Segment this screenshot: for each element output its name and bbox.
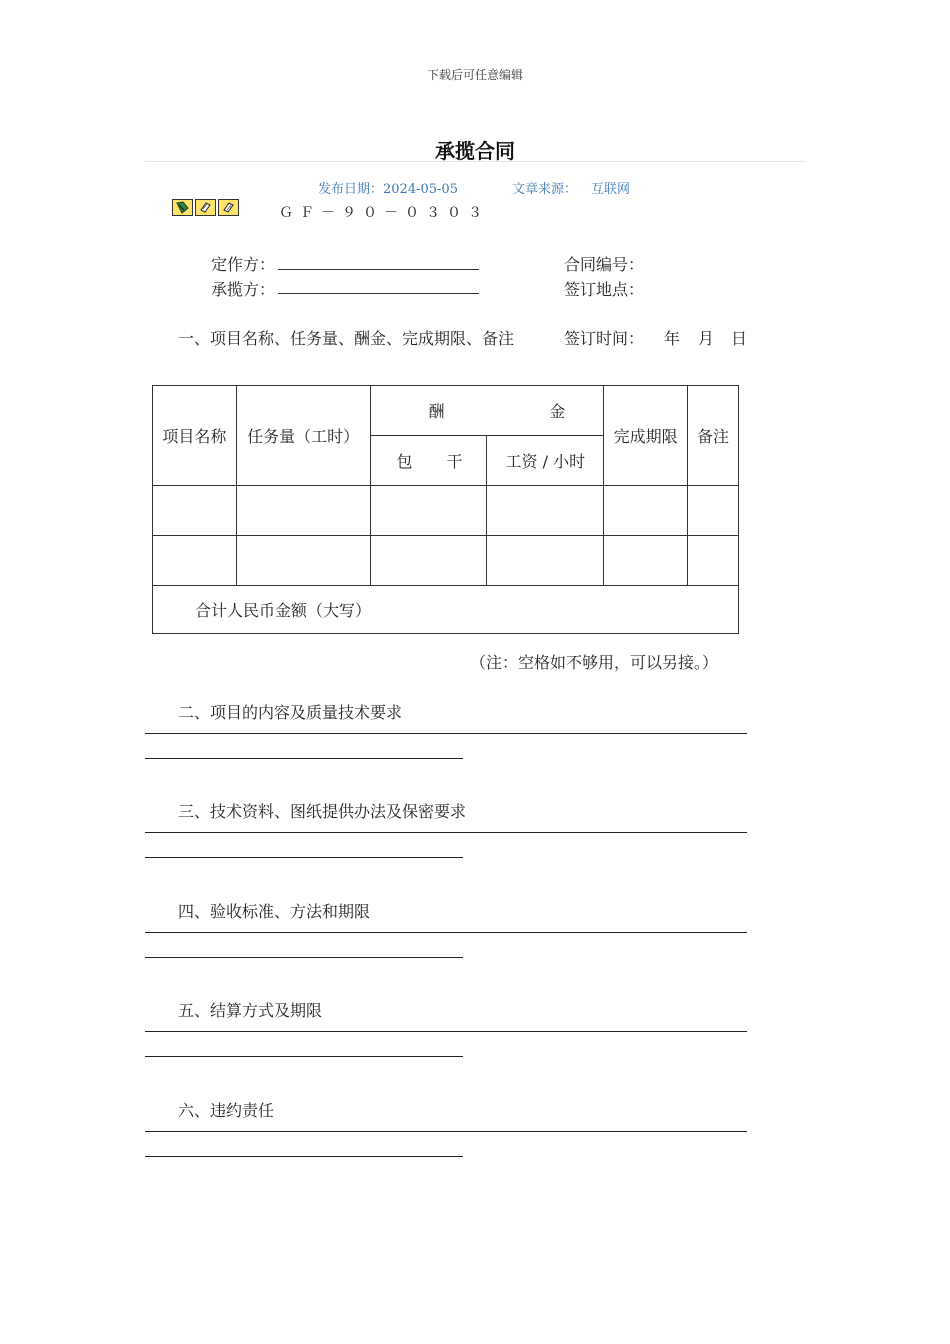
sign-time-label: 签订时间： (564, 329, 645, 348)
section-4-title: 四、验收标准、方法和期限 (178, 902, 371, 921)
header-lump-sum (370, 436, 487, 486)
print-icon[interactable] (172, 199, 193, 216)
section-6-line[interactable] (145, 1131, 747, 1132)
table-cell[interactable] (153, 536, 237, 586)
header-deadline: 完成期限 (604, 386, 688, 486)
project-table (152, 385, 739, 634)
contract-no-label: 合同编号： (564, 255, 645, 274)
table-row (153, 536, 739, 586)
header-remuneration-left: 酬 (428, 402, 445, 421)
table-cell[interactable] (236, 486, 370, 536)
header-remark: 备注 (688, 386, 739, 486)
table-total-row (153, 586, 739, 634)
section-6-line-short[interactable] (145, 1156, 463, 1157)
article-source (512, 178, 630, 197)
table-note: （注：空格如不够用，可以另接。） (470, 653, 719, 672)
table-cell[interactable] (370, 536, 487, 586)
header-remuneration-right: 金 (549, 402, 566, 421)
section-5-line[interactable] (145, 1031, 747, 1032)
title-divider (145, 161, 805, 162)
header-lump-sum-right: 干 (446, 452, 463, 471)
section-4-line-short[interactable] (145, 957, 463, 958)
table-cell[interactable] (236, 536, 370, 586)
header-project-name: 项目名称 (153, 386, 237, 486)
publish-date-value: 2024-05-05 (383, 182, 458, 197)
section-1-title: 一、项目名称、任务量、酬金、完成期限、备注 (178, 329, 515, 348)
header-remuneration (370, 386, 604, 436)
section-2-line[interactable] (145, 733, 747, 734)
table-cell[interactable] (688, 536, 739, 586)
section-5-line-short[interactable] (145, 1056, 463, 1057)
header-hourly-wage: 工资 / 小时 (487, 436, 604, 486)
save-icon[interactable] (218, 199, 239, 216)
table-cell[interactable] (487, 536, 604, 586)
contract-code: ＧＦ－９０－０３０３ (279, 205, 489, 221)
publish-date-label: 发布日期： (318, 182, 384, 197)
section-2-line-short[interactable] (145, 758, 463, 759)
table-cell[interactable] (604, 536, 688, 586)
header-note: 下载后可任意编辑 (426, 68, 523, 82)
source-value[interactable]: 互联网 (591, 182, 631, 197)
source-label: 文章来源： (512, 182, 578, 197)
table-cell[interactable] (688, 486, 739, 536)
table-cell[interactable] (604, 486, 688, 536)
sign-place-label: 签订地点： (564, 280, 645, 299)
table-cell[interactable] (153, 486, 237, 536)
sign-month: 月 (698, 329, 715, 348)
total-amount-label: 合计人民币金额（大写） (153, 586, 739, 634)
section-3-line[interactable] (145, 832, 747, 833)
copy-icon[interactable] (195, 199, 216, 216)
section-4-line[interactable] (145, 932, 747, 933)
header-workload: 任务量（工时） (236, 386, 370, 486)
undertaker-input-line[interactable] (278, 293, 479, 294)
section-6-title: 六、违约责任 (178, 1101, 275, 1120)
page-title: 承揽合同 (435, 139, 515, 163)
undertaker-label: 承揽方： (211, 280, 276, 299)
contractor-input-line[interactable] (278, 269, 479, 270)
table-cell[interactable] (487, 486, 604, 536)
table-cell[interactable] (370, 486, 487, 536)
contractor-label: 定作方： (211, 255, 276, 274)
section-2-title: 二、项目的内容及质量技术要求 (178, 703, 403, 722)
section-3-title: 三、技术资料、图纸提供办法及保密要求 (178, 802, 467, 821)
publish-date (318, 178, 458, 197)
section-5-title: 五、结算方式及期限 (178, 1001, 323, 1020)
header-lump-sum-left: 包 (396, 452, 413, 471)
sign-day: 日 (731, 329, 748, 348)
table-row (153, 486, 739, 536)
toolbar-icons (172, 199, 239, 216)
sign-year: 年 (664, 329, 681, 348)
section-3-line-short[interactable] (145, 857, 463, 858)
